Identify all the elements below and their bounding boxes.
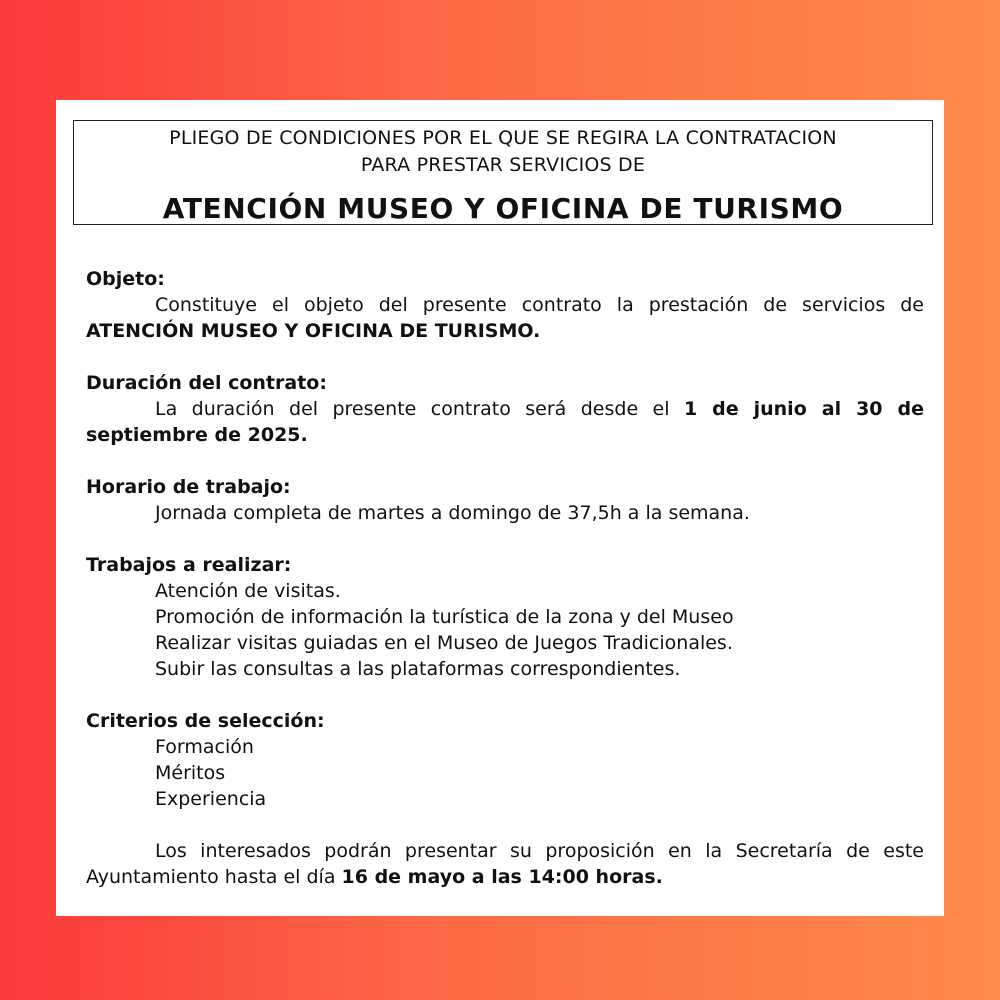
list-item: Atención de visitas. xyxy=(155,580,341,602)
duracion-dates: 1 de junio al 30 de septiembre de 2025. xyxy=(86,398,924,446)
section-trabajos xyxy=(86,552,924,682)
document-title: ATENCIÓN MUSEO Y OFICINA DE TURISMO xyxy=(162,192,844,225)
section-criterios xyxy=(86,708,924,812)
list-item: Experiencia xyxy=(155,788,267,810)
section-objeto xyxy=(86,266,924,344)
section-duracion xyxy=(86,370,924,448)
duracion-paragraph xyxy=(86,396,924,448)
objeto-text: Constituye el objeto del presente contrato la prestación de servicios de xyxy=(155,294,924,316)
objeto-paragraph xyxy=(86,292,924,344)
list-item: Formación xyxy=(155,736,254,758)
cierre-deadline: 16 de mayo a las 14:00 horas. xyxy=(341,866,663,888)
cierre-text: Los interesados podrán presentar su proposición en la Secretaría de este Ayuntamiento hasta el día xyxy=(86,840,924,888)
list-item: Méritos xyxy=(155,762,226,784)
section-horario xyxy=(86,474,924,526)
duracion-text: La duración del presente contrato será desde el xyxy=(155,398,670,420)
criterios-heading: Criterios de selección: xyxy=(86,710,325,732)
horario-heading: Horario de trabajo: xyxy=(86,476,291,498)
horario-text: Jornada completa de martes a domingo de 37,5h a la semana. xyxy=(155,502,750,524)
section-cierre xyxy=(86,838,924,890)
duracion-heading: Duración del contrato: xyxy=(86,372,327,394)
document-body xyxy=(86,266,924,916)
title-box xyxy=(73,120,933,225)
document-sheet xyxy=(56,100,944,916)
list-item: Realizar visitas guiadas en el Museo de Juegos Tradicionales. xyxy=(155,632,733,654)
list-item: Promoción de información la turística de la zona y del Museo xyxy=(155,606,734,628)
objeto-bold-text: ATENCIÓN MUSEO Y OFICINA DE TURISMO. xyxy=(86,320,541,342)
header-line-2: PARA PRESTAR SERVICIOS DE xyxy=(360,154,646,176)
header-line-1: PLIEGO DE CONDICIONES POR EL QUE SE REGIRA LA CONTRATACION xyxy=(169,127,837,149)
list-item: Subir las consultas a las plataformas correspondientes. xyxy=(155,658,681,680)
objeto-heading: Objeto: xyxy=(86,268,165,290)
trabajos-heading: Trabajos a realizar: xyxy=(86,554,292,576)
cierre-paragraph xyxy=(86,838,924,890)
